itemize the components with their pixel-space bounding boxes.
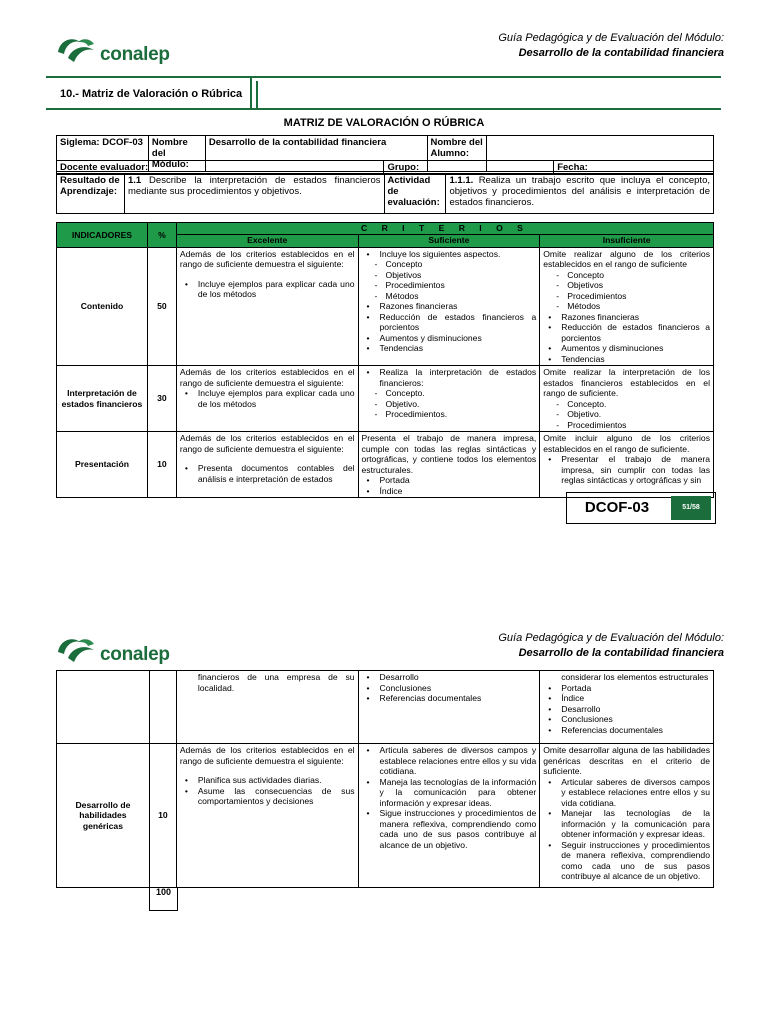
divider — [256, 81, 258, 110]
insuficiente-cont: considerar los elementos estructurales • Portada • Índice • Desarrollo • Conclusiones • Referencias documentales — [540, 671, 714, 744]
divider — [250, 76, 252, 110]
col-suficiente: Suficiente — [358, 234, 540, 247]
suficiente-contenido: • Incluye los siguientes aspectos. - Concepto - Objetivos - Procedimientos - Métodos • Razones financieras • Reducción de estados financieros a porcientos • Aumentos y disminuciones • Tendencias — [358, 247, 540, 366]
col-indicadores: INDICADORES — [57, 223, 148, 248]
rubric-table — [56, 222, 714, 498]
col-insuficiente: Insuficiente — [540, 234, 714, 247]
indicator-interpretacion: Interpretación de estados financieros — [57, 366, 148, 432]
col-excelente: Excelente — [176, 234, 358, 247]
actividad-text: 1.1.1. Realiza un trabajo escrito que incluya el concepto, objetivos y procedimientos del análisis e interpretación de estados financieros. — [446, 174, 714, 214]
fecha-field[interactable]: Fecha: — [554, 161, 714, 175]
conalep-logo-icon — [54, 32, 98, 68]
docente-field[interactable]: Docente evaluador: — [57, 161, 384, 175]
suficiente-habilidades: • Articula saberes de diversos campos y establece relaciones entre ellos y su vida cotidiana. • Maneja las tecnologías de la información y la comunicación para obtener información y expresar ideas. • Sigue instrucciones y procedimientos de manera reflexiva, comprendiendo como cada uno de sus pasos contribuye al alcance de un objetivo. — [358, 744, 540, 888]
suficiente-cont: • Desarrollo • Conclusiones • Referencias documentales — [358, 671, 540, 744]
indicator-habilidades: Desarrollo de habilidades genéricas — [57, 744, 150, 888]
sigla-cell: Siglema: DCOF-03 — [57, 136, 149, 172]
excelente-contenido: Además de los criterios establecidos en el rango de suficiente demuestra el siguiente: • Incluye ejemplos para explicar cada uno de los métodos — [176, 247, 358, 366]
insuficiente-habilidades: Omite desarrollar alguna de las habilidades genéricas descritas en el criterio de suficiente. • Articular saberes de diversos campos y establece relaciones entre ellos y su vida cotidiana. • Manejar las tecnologías de la información y la comunicación para obtener información y expresar ideas. • Seguir instrucciones y procedimientos de manera reflexiva, comprendiendo como cada uno de sus pasos contribuye al alcance de un objetivo. — [540, 744, 714, 888]
section-title: 10.- Matriz de Valoración o Rúbrica — [60, 88, 243, 100]
suficiente-presentacion: Presenta el trabajo de manera impresa, cumple con todas las reglas sintácticas y ortográficas, y contiene todos los elementos estructurales. • Portada • Índice — [358, 432, 540, 498]
divider — [46, 108, 721, 110]
page-number: 51/58 — [671, 496, 711, 520]
rubric-table-continued — [56, 670, 714, 888]
indicator-cell — [57, 671, 150, 744]
guide-title: Guía Pedagógica y de Evaluación del Módulo: — [498, 632, 724, 644]
excelente-interpretacion: Además de los criterios establecidos en el rango de suficiente demuestra el siguiente: • Incluye ejemplos para explicar cada uno de los métodos — [176, 366, 358, 432]
table-row — [57, 744, 714, 888]
indicator-contenido: Contenido — [57, 247, 148, 366]
percent-contenido: 50 — [147, 247, 176, 366]
table-row — [57, 432, 714, 498]
modulo-value: Desarrollo de la contabilidad financiera — [205, 136, 427, 172]
total-percent: 100 — [149, 887, 178, 911]
guide-title: Guía Pedagógica y de Evaluación del Módulo: — [498, 32, 724, 44]
suficiente-interpretacion: • Realiza la interpretación de estados financieros: - Concepto. - Objetivo. - Procedimientos. — [358, 366, 540, 432]
criterios-header: C R I T E R I O S — [176, 223, 713, 235]
actividad-label: Actividad de evaluación: — [384, 174, 446, 214]
table-row — [57, 366, 714, 432]
section-bar — [46, 76, 721, 112]
indicator-presentacion: Presentación — [57, 432, 148, 498]
excelente-cont: financieros de una empresa de su localidad. — [176, 671, 358, 744]
percent-habilidades: 10 — [149, 744, 176, 888]
learning-outcome-table — [56, 173, 714, 214]
percent-presentacion: 10 — [147, 432, 176, 498]
table-row — [57, 671, 714, 744]
table-row — [57, 247, 714, 366]
resultado-label: Resultado de Aprendizaje: — [57, 174, 125, 214]
alumno-label: Nombre del Alumno: — [427, 136, 487, 172]
percent-interpretacion: 30 — [147, 366, 176, 432]
excelente-habilidades: Además de los criterios establecidos en el rango de suficiente demuestra el siguiente: • Planifica sus actividades diarias. • Asume las consecuencias de sus comportamientos y decisiones — [176, 744, 358, 888]
page-footer — [566, 492, 716, 524]
conalep-logo-icon — [54, 632, 98, 668]
excelente-presentacion: Además de los criterios establecidos en el rango de suficiente demuestra el siguiente: • Presenta documentos contables del análisis e interpretación de estados — [176, 432, 358, 498]
module-title: Desarrollo de la contabilidad financiera — [518, 47, 724, 59]
insuficiente-presentacion: Omite incluir alguno de los criterios establecidos en el rango de suficiente. • Presentar el trabajo de manera impresa, sin cumplir con todas las reglas sintácticas y ortográficas y sin — [540, 432, 714, 498]
insuficiente-interpretacion: Omite realizar la interpretación de los estados financieros establecidos en el rango de suficiente. - Concepto. - Objetivo. - Procedimientos — [540, 366, 714, 432]
conalep-logo — [54, 632, 204, 668]
logo-text: conalep — [100, 44, 170, 65]
resultado-text: 1.1 Describe la interpretación de estados financieros mediante sus procedimientos y objetivos. — [124, 174, 384, 214]
percent-cell — [149, 671, 176, 744]
footer-code: DCOF-03 — [584, 499, 650, 516]
logo-text: conalep — [100, 644, 170, 665]
matrix-title: MATRIZ DE VALORACIÓN O RÚBRICA — [283, 117, 485, 129]
col-percent: % — [147, 223, 176, 248]
insuficiente-contenido: Omite realizar alguno de los criterios establecidos en el rango de suficiente - Concepto - Objetivos - Procedimientos - Métodos • Razones financieras • Reducción de estados financieros a porcientos • Aumentos y disminuciones • Tendencias — [540, 247, 714, 366]
conalep-logo — [54, 32, 204, 68]
modulo-label: Nombre del Módulo: — [148, 136, 205, 172]
grupo-field[interactable]: Grupo: — [384, 161, 554, 175]
divider — [46, 76, 721, 78]
module-title: Desarrollo de la contabilidad financiera — [518, 647, 724, 659]
